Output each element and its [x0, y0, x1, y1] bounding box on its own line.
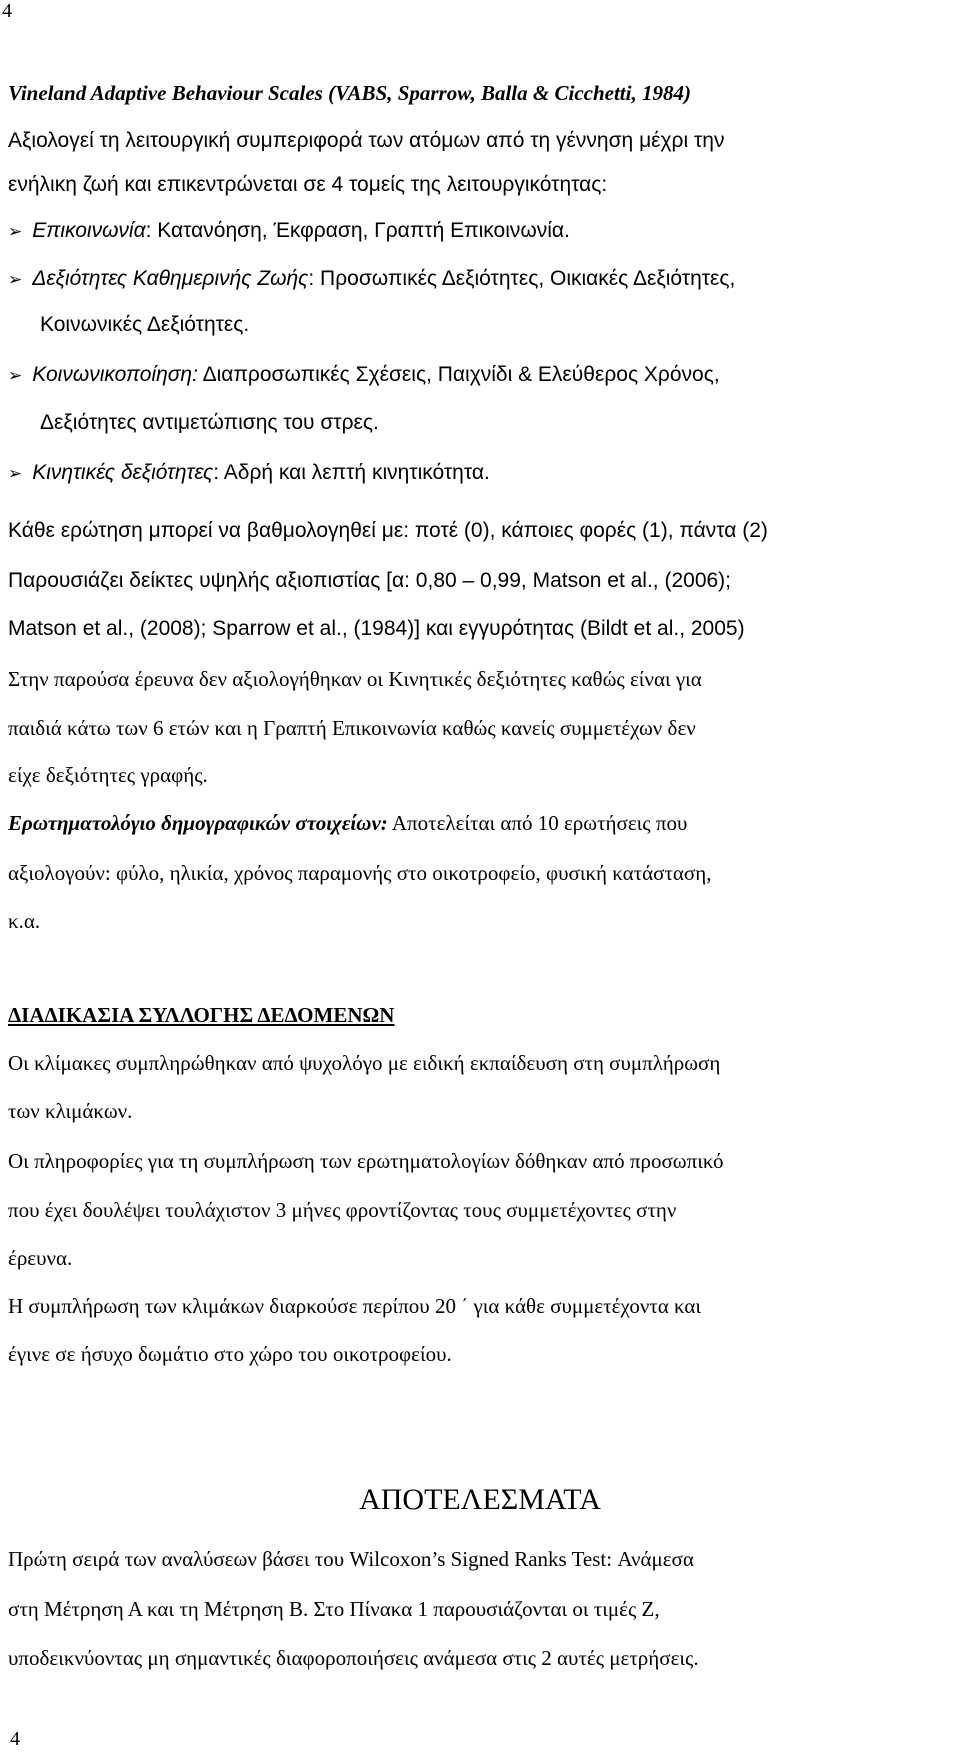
procedure-line: έγινε σε ήσυχο δωμάτιο στο χώρο του οικοτροφείου. — [8, 1342, 452, 1366]
bullet-label: Κοινωνικοποίηση: — [32, 363, 198, 386]
arrow-bullet-icon: ➢ — [8, 366, 23, 386]
results-line: στη Μέτρηση Α και τη Μέτρηση Β. Στο Πίνακα 1 παρουσιάζονται οι τιμές Z, — [8, 1597, 660, 1621]
procedure-line: που έχει δουλέψει τουλάχιστον 3 μήνες φροντίζοντας τους συμμετέχοντες στην — [8, 1198, 677, 1222]
arrow-bullet-icon: ➢ — [8, 270, 23, 290]
procedure-line: έρευνα. — [8, 1246, 73, 1270]
demographics-label: Ερωτηματολόγιο δημογραφικών στοιχείων: — [8, 811, 388, 835]
bullet-label: Επικοινωνία — [32, 219, 146, 242]
arrow-bullet-icon: ➢ — [8, 464, 23, 484]
page-number-bottom: 4 — [10, 1728, 20, 1750]
results-line: υποδεικνύοντας μη σημαντικές διαφοροποιήσεις ανάμεσα στις 2 αυτές μετρήσεις. — [8, 1646, 699, 1670]
results-heading: ΑΠΟΤΕΛΕΣΜΑΤΑ — [359, 1483, 601, 1516]
scoring-text: Κάθε ερώτηση μπορεί να βαθμολογηθεί με: ποτέ (0), κάποιες φορές (1), πάντα (2) — [8, 519, 768, 542]
study-line: Στην παρούσα έρευνα δεν αξιολογήθηκαν οι Κινητικές δεξιότητες καθώς είναι για — [8, 667, 702, 691]
bullet-continuation: Κοινωνικές Δεξιότητες. — [40, 313, 250, 336]
vabs-intro-line: ενήλικη ζωή και επικεντρώνεται σε 4 τομείς της λειτουργικότητας: — [8, 173, 608, 196]
bullet-socialization — [8, 362, 720, 389]
procedure-line: των κλιμάκων. — [8, 1099, 133, 1123]
bullet-text: Διαπροσωπικές Σχέσεις, Παιχνίδι & Ελεύθερος Χρόνος, — [197, 363, 720, 386]
reliability-line: Παρουσιάζει δείκτες υψηλής αξιοπιστίας [α: 0,80 – 0,99, Matson et al., (2006); — [8, 569, 732, 592]
results-line: Πρώτη σειρά των αναλύσεων βάσει του Wilcoxon’s Signed Ranks Test: Ανάμεσα — [8, 1547, 694, 1571]
bullet-continuation: Δεξιότητες αντιμετώπισης του στρες. — [40, 411, 379, 434]
bullet-communication — [8, 218, 570, 245]
vabs-title: Vineland Adaptive Behaviour Scales (VABS, Sparrow, Balla & Cicchetti, 1984) — [8, 81, 691, 105]
bullet-text: : Αδρή και λεπτή κινητικότητα. — [213, 461, 490, 484]
demographics-paragraph — [8, 810, 687, 836]
demographics-line: αξιολογούν: φύλο, ηλικία, χρόνος παραμονής στο οικοτροφείο, φυσική κατάσταση, — [8, 861, 712, 885]
procedure-line: Η συμπλήρωση των κλιμάκων διαρκούσε περίπου 20 ΄ για κάθε συμμετέχοντα και — [8, 1294, 702, 1318]
reliability-line: Matson et al., (2008); Sparrow et al., (1984)] και εγγυρότητας (Bildt et al., 2005) — [8, 617, 745, 640]
bullet-motor — [8, 460, 490, 487]
bullet-text: : Προσωπικές Δεξιότητες, Οικιακές Δεξιότητες, — [308, 267, 736, 290]
page-number-top: 4 — [2, 0, 12, 22]
bullet-daily-living — [8, 266, 735, 293]
study-line: είχε δεξιότητες γραφής. — [8, 763, 208, 787]
vabs-intro-line: Αξιολογεί τη λειτουργική συμπεριφορά των ατόμων από τη γέννηση μέχρι την — [8, 129, 725, 152]
demographics-text: Αποτελείται από 10 ερωτήσεις που — [387, 811, 688, 835]
procedure-line: Οι πληροφορίες για τη συμπλήρωση των ερωτηματολογίων δόθηκαν από προσωπικό — [8, 1149, 724, 1173]
bullet-label: Δεξιότητες Καθημερινής Ζωής — [32, 267, 309, 290]
arrow-bullet-icon: ➢ — [8, 222, 23, 242]
bullet-text: : Κατανόηση, Έκφραση, Γραπτή Επικοινωνία. — [145, 219, 570, 242]
bullet-label: Κινητικές δεξιότητες — [32, 461, 214, 484]
procedure-heading: ΔΙΑΔΙΚΑΣΙΑ ΣΥΛΛΟΓΗΣ ΔΕΔΟΜΕΝΩΝ — [8, 1003, 395, 1027]
procedure-line: Οι κλίμακες συμπληρώθηκαν από ψυχολόγο με ειδική εκπαίδευση στη συμπλήρωση — [8, 1051, 721, 1075]
demographics-line: κ.α. — [8, 909, 41, 933]
study-line: παιδιά κάτω των 6 ετών και η Γραπτή Επικοινωνία καθώς κανείς συμμετέχων δεν — [8, 716, 696, 740]
